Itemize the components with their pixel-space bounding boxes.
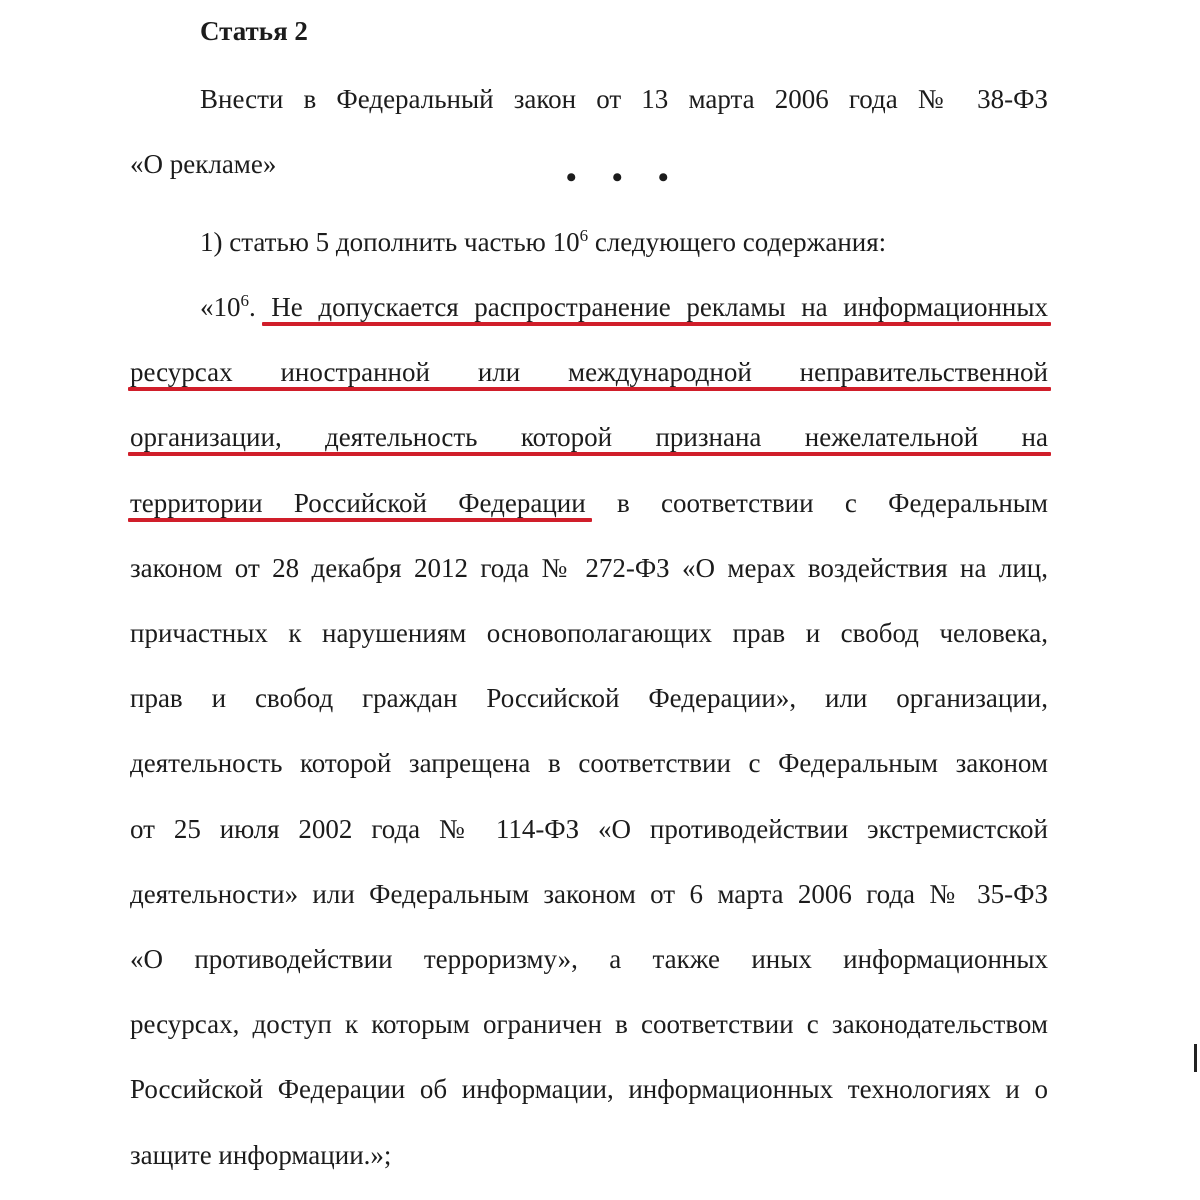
- clause-line-1: ресурсах иностранной или международной неправительственной: [130, 357, 1048, 387]
- clause-line-8: от 25 июля 2002 года № 114-ФЗ «О противодействии экстремистской: [130, 814, 1048, 844]
- highlight-underline-3: [128, 452, 1051, 456]
- clause-line-7: деятельность которой запрещена в соответствии с Федеральным законом: [130, 748, 1048, 778]
- clause-number-superscript: 6: [240, 291, 249, 310]
- intro-line-2: «О рекламе»: [130, 149, 277, 179]
- clause-last-line: защите информации.»;: [130, 1140, 392, 1170]
- highlight-underline-1: [262, 322, 1051, 326]
- clause-line-9: деятельности» или Федеральным законом от 6 марта 2006 года № 35-ФЗ: [130, 879, 1048, 909]
- clause-line-3: территории Российской Федерации в соответствии с Федеральным: [130, 488, 1048, 518]
- amendment-item-superscript: 6: [579, 226, 589, 245]
- clause-line-10: «О противодействии терроризму», а также иных информационных: [130, 944, 1048, 974]
- clause-line-5: причастных к нарушениям основополагающих прав и свобод человека,: [130, 618, 1048, 648]
- omission-ellipsis: • • •: [566, 161, 683, 194]
- page-edge-mark: [1194, 1044, 1197, 1072]
- amendment-item-tail: следующего содержания:: [588, 227, 887, 257]
- clause-line-4: законом от 28 декабря 2012 года № 272-ФЗ «О мерах воздействия на лиц,: [130, 553, 1048, 583]
- clause-line-11: ресурсах, доступ к которым ограничен в соответствии с законодательством: [130, 1009, 1048, 1039]
- intro-line-1: Внести в Федеральный закон от 13 марта 2006 года № 38-ФЗ: [200, 84, 1048, 114]
- highlight-underline-2: [128, 387, 1051, 391]
- clause-line-6: прав и свобод граждан Российской Федерации», или организации,: [130, 683, 1048, 713]
- highlight-underline-4: [128, 518, 592, 522]
- clause-line-2: организации, деятельность которой признана нежелательной на: [130, 422, 1048, 452]
- clause-opening-line: [200, 290, 1048, 324]
- article-heading: Статья 2: [200, 16, 308, 46]
- clause-number: «10: [200, 292, 241, 322]
- amendment-item-text: 1) статью 5 дополнить частью 10: [200, 227, 580, 257]
- clause-opening-text: . Не допускается распространение рекламы на информационных: [249, 292, 1048, 322]
- clause-line-12: Российской Федерации об информации, информационных технологиях и о: [130, 1074, 1048, 1104]
- amendment-item: [200, 225, 1048, 259]
